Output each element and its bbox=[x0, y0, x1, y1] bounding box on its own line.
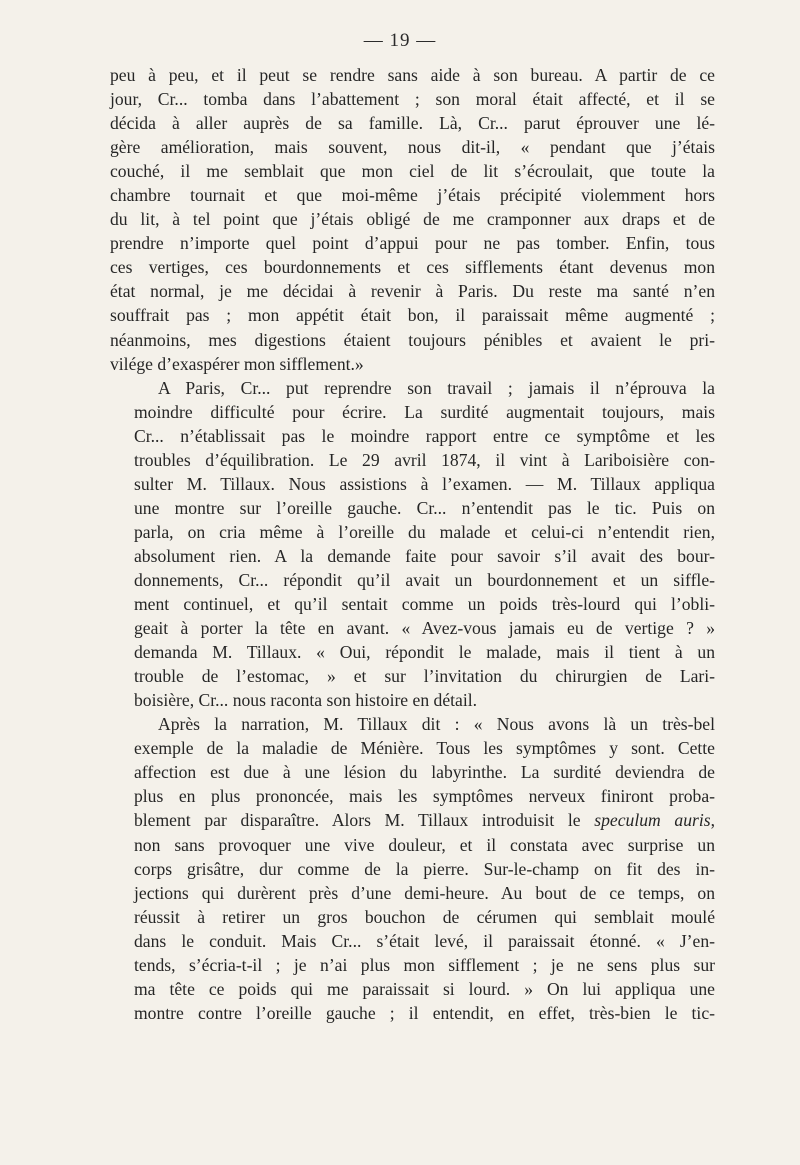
text-line: chambre tournait et que moi-même j’étais précipité violemment hors bbox=[110, 185, 715, 206]
text-line: souffrait pas ; mon appétit était bon, il paraissait même augmenté ; bbox=[110, 305, 715, 326]
paragraph-1 bbox=[110, 63, 715, 376]
paragraph-2 bbox=[110, 376, 715, 713]
text-line: réussit à retirer un gros bouchon de cérumen qui semblait moulé bbox=[134, 906, 715, 927]
text-line: geait à porter la tête en avant. « Avez-vous jamais eu de vertige ? » bbox=[134, 618, 715, 639]
text-line: Cr... n’établissait pas le moindre rapport entre ce symptôme et les bbox=[134, 425, 715, 446]
text-line: décida à aller auprès de sa famille. Là, Cr... parut éprouver une lé- bbox=[110, 113, 715, 134]
text-line: gère amélioration, mais souvent, nous dit-il, « pendant que j’étais bbox=[110, 137, 715, 158]
text-line: troubles d’équilibration. Le 29 avril 1874, il vint à Lariboisière con- bbox=[134, 449, 715, 470]
text-line: corps grisâtre, dur comme de la pierre. Sur-le-champ on fit des in- bbox=[134, 858, 715, 879]
text-line: vilége d’exaspérer mon sifflement.» bbox=[110, 353, 364, 374]
text-line: tends, s’écria-t-il ; je n’ai plus mon sifflement ; je ne sens plus sur bbox=[134, 954, 715, 975]
text-line: sulter M. Tillaux. Nous assistions à l’examen. — M. Tillaux appliqua bbox=[134, 473, 715, 494]
text-line: absolument rien. A la demande faite pour savoir s’il avait des bour- bbox=[134, 545, 715, 566]
text-line: néanmoins, mes digestions étaient toujours pénibles et avaient le pri- bbox=[110, 329, 715, 350]
body-text bbox=[110, 63, 715, 1025]
text-line: non sans provoquer une vive douleur, et il constata avec surprise un bbox=[134, 834, 715, 855]
text-line: affection est due à une lésion du labyrinthe. La surdité deviendra de bbox=[134, 762, 715, 783]
text-line: couché, il me semblait que mon ciel de lit s’écroulait, que toute la bbox=[110, 161, 715, 182]
text-line: A Paris, Cr... put reprendre son travail ; jamais il n’éprouva la bbox=[158, 377, 715, 398]
paragraph-3 bbox=[110, 712, 715, 1025]
text-line: prendre n’importe quel point d’appui pour ne pas tomber. Enfin, tous bbox=[110, 233, 715, 254]
text-line: moindre difficulté pour écrire. La surdité augmentait toujours, mais bbox=[134, 401, 715, 422]
text-line italic-line: blement par disparaître. Alors M. Tillaux introduisit le speculum auris, bbox=[134, 810, 715, 831]
text-line: trouble de l’estomac, » et sur l’invitation du chirurgien de Lari- bbox=[134, 666, 715, 687]
text-line: dans le conduit. Mais Cr... s’était levé, il paraissait étonné. « J’en- bbox=[134, 930, 715, 951]
text-line: plus en plus prononcée, mais les symptômes nerveux finiront proba- bbox=[134, 786, 715, 807]
text-line: peu à peu, et il peut se rendre sans aide à son bureau. A partir de ce bbox=[110, 65, 715, 85]
text-line: exemple de la maladie de Ménière. Tous les symptômes y sont. Cette bbox=[134, 738, 715, 759]
text-line: jections qui durèrent près d’une demi-heure. Au bout de ce temps, on bbox=[134, 882, 715, 903]
text-line: état normal, je me décidai à revenir à Paris. Du reste ma santé n’en bbox=[110, 281, 715, 302]
page-number: — 19 — bbox=[363, 30, 437, 51]
text-line: du lit, à tel point que j’étais obligé de me cramponner aux draps et de bbox=[110, 209, 715, 230]
text-line: jour, Cr... tomba dans l’abattement ; son moral était affecté, et il se bbox=[110, 89, 715, 110]
text-line: donnements, Cr... répondit qu’il avait un bourdonnement et un siffle- bbox=[134, 569, 715, 590]
text-line: une montre sur l’oreille gauche. Cr... n’entendit pas le tic. Puis on bbox=[134, 497, 715, 518]
text-line: ment continuel, et qu’il sentait comme un poids très-lourd qui l’obli- bbox=[134, 594, 715, 615]
text-line: montre contre l’oreille gauche ; il entendit, en effet, très-bien le tic- bbox=[134, 1002, 715, 1023]
text-line: parla, on cria même à l’oreille du malade et celui-ci n’entendit rien, bbox=[134, 521, 715, 542]
text-line: Après la narration, M. Tillaux dit : « Nous avons là un très-bel bbox=[158, 714, 715, 735]
text-line: ces vertiges, ces bourdonnements et ces sifflements étant devenus mon bbox=[110, 257, 715, 278]
text-line: boisière, Cr... nous raconta son histoire en détail. bbox=[134, 690, 478, 711]
text-line: ma tête ce poids qui me paraissait si lourd. » On lui appliqua une bbox=[134, 978, 715, 999]
text-line: demanda M. Tillaux. « Oui, répondit le malade, mais il tient à un bbox=[134, 642, 715, 663]
